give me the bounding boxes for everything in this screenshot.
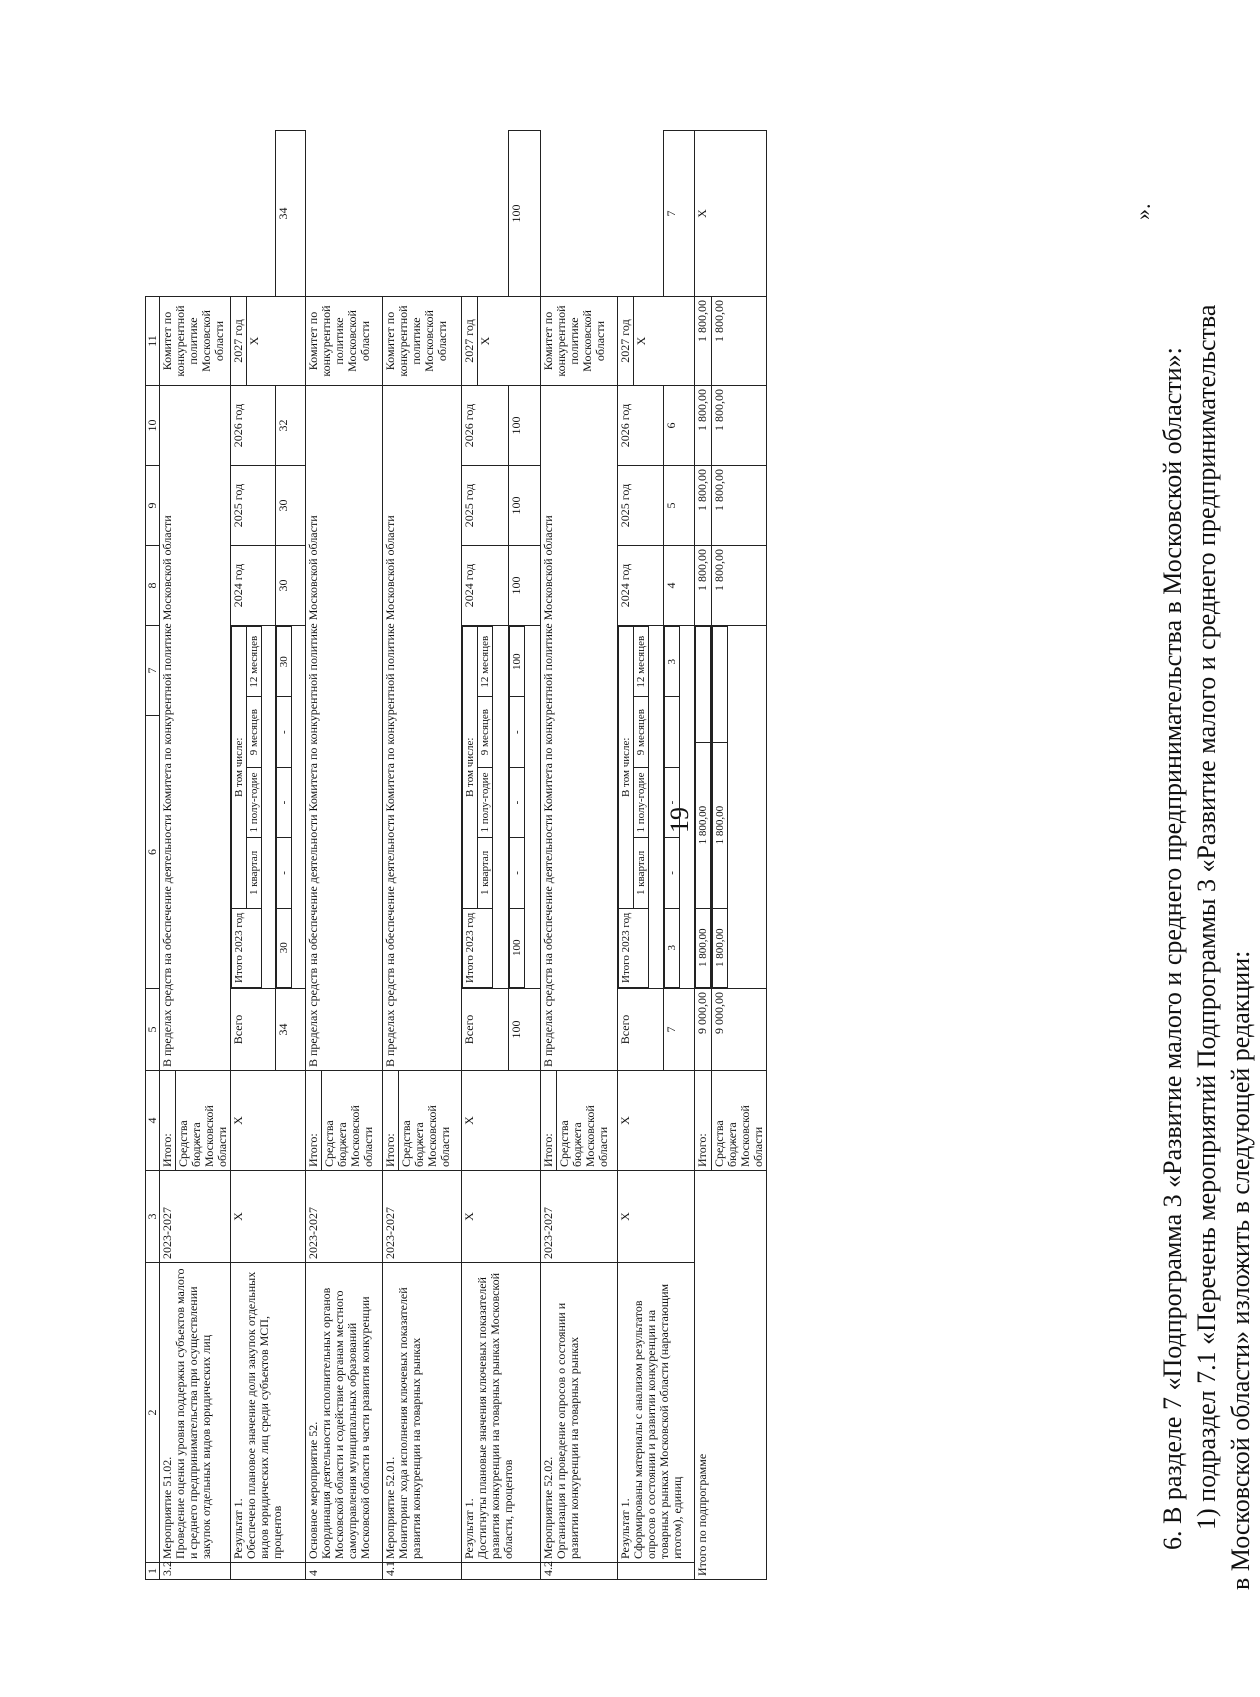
subhdr-2026: 2026 год bbox=[462, 386, 509, 466]
source-budget: Средства бюджета Московской области bbox=[557, 1071, 618, 1171]
result-text: Сформированы материалы с анализом результатов опросов о состоянии и развитии конкуренции на товарных рынках Московской области (нарастающим итогом), единиц bbox=[631, 1283, 684, 1559]
value-total: 7 bbox=[663, 989, 694, 1071]
value-2023: 3 bbox=[664, 908, 679, 987]
value-2026: 32 bbox=[275, 386, 305, 466]
value-h1: - bbox=[664, 767, 679, 837]
row-4-1-total bbox=[383, 131, 399, 1580]
col-num-7: 7 bbox=[146, 626, 160, 716]
subhdr-m9: 9 месяцев bbox=[247, 697, 262, 767]
total-h1: 1 800,00 bbox=[696, 742, 711, 908]
subhdr-itogo-2023: Итого 2023 год bbox=[619, 908, 649, 987]
measure-description bbox=[306, 1263, 383, 1563]
value-total: 100 bbox=[508, 989, 540, 1071]
total-2023-block bbox=[695, 626, 712, 989]
result-title: Результат 1. bbox=[618, 1498, 632, 1559]
source-budget: Средства бюджета Московской области bbox=[399, 1071, 462, 1171]
executor: Х bbox=[634, 297, 695, 386]
value-m12: 30 bbox=[276, 627, 291, 697]
subhdr-m9: 9 месяцев bbox=[478, 697, 493, 767]
subhdr-in-that-number: В том числе: bbox=[463, 627, 478, 909]
value-m9 bbox=[664, 697, 679, 767]
total-2024: 1 800,00 bbox=[695, 546, 712, 626]
col-num-2: 2 bbox=[146, 1263, 160, 1563]
subhdr-2023-block bbox=[231, 626, 276, 989]
subhdr-m12: 12 месяцев bbox=[634, 627, 649, 697]
executor: Х bbox=[247, 297, 306, 386]
values-2023-block bbox=[508, 626, 540, 989]
executor: Комитет по конкурентной политике Московской области bbox=[383, 297, 462, 386]
result-description bbox=[618, 1263, 695, 1563]
subhdr-q1: 1 квартал bbox=[247, 838, 262, 908]
subhdr-h1: 1 полу-годие bbox=[634, 767, 649, 837]
row-3-2-total bbox=[160, 131, 176, 1580]
result-description bbox=[231, 1263, 306, 1563]
funding-note: В пределах средств на обеспечение деятельности Комитета по конкурентной политике Московской области bbox=[160, 386, 231, 1071]
value-2025: 5 bbox=[663, 466, 694, 546]
values-2023-block bbox=[275, 626, 305, 989]
total-2027: 1 800,00 bbox=[695, 297, 712, 386]
source-total: Итого: bbox=[541, 1071, 557, 1171]
measure-text: Организация и проведение опросов о состоянии и развитии конкуренции на товарных рынках bbox=[554, 1302, 581, 1559]
col-num-3: 3 bbox=[146, 1171, 160, 1263]
subhdr-2025: 2025 год bbox=[231, 466, 276, 546]
value-2025: 100 bbox=[508, 466, 540, 546]
result-4-2-header bbox=[618, 131, 634, 1580]
subhdr-itogo-2023: Итого 2023 год bbox=[463, 908, 493, 987]
subhdr-total: Всего bbox=[618, 989, 664, 1071]
value-2024: 4 bbox=[663, 546, 694, 626]
result-title: Результат 1. bbox=[231, 1498, 245, 1559]
col-num-6: 6 bbox=[146, 716, 160, 989]
period: 2023-2027 bbox=[160, 1171, 231, 1263]
value-2027: 7 bbox=[663, 131, 694, 297]
subhdr-2026: 2026 год bbox=[618, 386, 664, 466]
rotated-page-content bbox=[145, 130, 1260, 1590]
subhdr-2027: 2027 год bbox=[618, 297, 634, 386]
measure-title: Мероприятие 52.02. bbox=[541, 1456, 555, 1559]
row-4-2-total bbox=[541, 131, 557, 1580]
source-budget: Средства бюджета Московской области bbox=[176, 1071, 231, 1171]
budget-m12 bbox=[713, 627, 728, 743]
period: 2023-2027 bbox=[541, 1171, 618, 1263]
source: Х bbox=[618, 1071, 695, 1171]
subhdr-h1: 1 полу-годие bbox=[478, 767, 493, 837]
subhdr-h1: 1 полу-годие bbox=[247, 767, 262, 837]
col-num-9: 9 bbox=[146, 466, 160, 546]
value-2024: 30 bbox=[275, 546, 305, 626]
result-4-1-header bbox=[462, 131, 478, 1580]
value-total: 34 bbox=[275, 989, 305, 1071]
subhdr-m9: 9 месяцев bbox=[634, 697, 649, 767]
measure-description bbox=[541, 1263, 618, 1563]
empty-cell bbox=[462, 1563, 541, 1580]
total-2023: 1 800,00 bbox=[696, 908, 711, 987]
value-m12: 3 bbox=[664, 627, 679, 697]
empty-cell bbox=[231, 1563, 306, 1580]
source-total: Итого: bbox=[383, 1071, 399, 1171]
budget-2025: 1 800,00 bbox=[712, 466, 767, 546]
subhdr-2027: 2027 год bbox=[462, 297, 478, 386]
value-h1: - bbox=[509, 767, 524, 837]
executor: Комитет по конкурентной политике Московской области bbox=[306, 297, 383, 386]
empty-cell bbox=[618, 1563, 695, 1580]
subprogram-total-label: Итого по подпрограмме bbox=[695, 1171, 767, 1580]
subhdr-total: Всего bbox=[231, 989, 276, 1071]
row-number: 4 bbox=[306, 1563, 383, 1580]
source-budget: Средства бюджета Московской области bbox=[322, 1071, 383, 1171]
subhdr-2025: 2025 год bbox=[462, 466, 509, 546]
measure-text: Координация деятельности исполнительных органов Московской области и содействие органам местного самоуправления муниципальных образований Московской области в части развития конкуренции bbox=[319, 1287, 372, 1559]
source-budget: Средства бюджета Московской области bbox=[712, 1071, 767, 1171]
value-m12: 100 bbox=[509, 627, 524, 697]
period: 2023-2027 bbox=[306, 1171, 383, 1263]
col-num-1: 1 bbox=[146, 1563, 160, 1580]
executor: Комитет по конкурентной политике Московской области bbox=[541, 297, 618, 386]
budget-all: 9 000,00 bbox=[712, 989, 767, 1071]
total-2026: 1 800,00 bbox=[695, 386, 712, 466]
value-2026: 6 bbox=[663, 386, 694, 466]
measure-title: Мероприятие 52.01. bbox=[383, 1456, 397, 1559]
period: 2023-2027 bbox=[383, 1171, 462, 1263]
subhdr-2024: 2024 год bbox=[618, 546, 664, 626]
source: Х bbox=[231, 1071, 306, 1171]
period: Х bbox=[462, 1171, 541, 1263]
subprogram-total-row bbox=[695, 131, 712, 1580]
paragraph-section-6: 6. В разделе 7 «Подпрограмма 3 «Развитие малого и среднего предпринимательства в Московской области»: bbox=[1158, 347, 1187, 1550]
budget-2027: 1 800,00 bbox=[712, 297, 767, 386]
subhdr-total: Всего bbox=[462, 989, 509, 1071]
executor: Х bbox=[695, 131, 767, 297]
budget-2023-block bbox=[712, 626, 767, 989]
col-num-5: 5 bbox=[146, 989, 160, 1071]
funding-note: В пределах средств на обеспечение деятельности Комитета по конкурентной политике Московской области bbox=[541, 386, 618, 1071]
result-text: Достигнуты плановые значения ключевых показателей развития конкуренции на товарных рынках Московской области, процентов bbox=[475, 1272, 515, 1559]
values-2023-block bbox=[663, 626, 694, 989]
source-total: Итого: bbox=[306, 1071, 322, 1171]
row-number: 3.2 bbox=[160, 1563, 231, 1580]
budget-2023: 1 800,00 bbox=[713, 908, 728, 987]
value-h1: - bbox=[276, 767, 291, 837]
subhdr-m12: 12 месяцев bbox=[247, 627, 262, 697]
measure-text: Проведение оценки уровня поддержки субъектов малого и среднего предпринимательства при осуществлении закупок отдельных видов юридических лиц bbox=[173, 1268, 213, 1559]
value-q1: - bbox=[664, 838, 679, 908]
total-all: 9 000,00 bbox=[695, 989, 712, 1071]
page-number: 19 bbox=[665, 807, 694, 833]
paragraph-subsection-7-1: 1) подраздел 7.1 «Перечень мероприятий Подпрограммы 3 «Развитие малого и среднего предпринимательства bbox=[1192, 304, 1221, 1530]
col-num-8: 8 bbox=[146, 546, 160, 626]
budget-2024: 1 800,00 bbox=[712, 546, 767, 626]
subhdr-2023-block bbox=[618, 626, 664, 989]
col-num-4: 4 bbox=[146, 1071, 160, 1171]
value-q1: - bbox=[509, 838, 524, 908]
value-m9: - bbox=[276, 697, 291, 767]
measure-title: Основное мероприятие 52. bbox=[306, 1421, 320, 1559]
row-4-total bbox=[306, 131, 322, 1580]
budget-2026: 1 800,00 bbox=[712, 386, 767, 466]
total-m12 bbox=[696, 627, 711, 743]
value-2025: 30 bbox=[275, 466, 305, 546]
value-2023: 100 bbox=[509, 908, 524, 987]
source-total: Итого: bbox=[695, 1071, 712, 1171]
row-number: 4.2 bbox=[541, 1563, 618, 1580]
column-number-row bbox=[146, 131, 160, 1580]
measure-description bbox=[383, 1263, 462, 1563]
subhdr-2026: 2026 год bbox=[231, 386, 276, 466]
funding-note: В пределах средств на обеспечение деятельности Комитета по конкурентной политике Московской области bbox=[383, 386, 462, 1071]
period: Х bbox=[618, 1171, 695, 1263]
value-2024: 100 bbox=[508, 546, 540, 626]
period: Х bbox=[231, 1171, 306, 1263]
subhdr-itogo-2023: Итого 2023 год bbox=[232, 908, 262, 987]
measure-description bbox=[160, 1263, 231, 1563]
result-text: Обеспечено плановое значение доли закупок отдельных видов юридических лиц среди субъектов МСП, процентов bbox=[244, 1271, 284, 1559]
subhdr-q1: 1 квартал bbox=[634, 838, 649, 908]
col-num-11: 11 bbox=[146, 297, 160, 386]
paragraph-new-edition: в Московской области» изложить в следующей редакции: bbox=[1226, 950, 1255, 1590]
result-3-2-header bbox=[231, 131, 247, 1580]
subhdr-in-that-number: В том числе: bbox=[619, 627, 634, 909]
subhdr-2025: 2025 год bbox=[618, 466, 664, 546]
subhdr-2024: 2024 год bbox=[231, 546, 276, 626]
value-2027: 100 bbox=[508, 131, 540, 297]
subhdr-m12: 12 месяцев bbox=[478, 627, 493, 697]
source-total: Итого: bbox=[160, 1071, 176, 1171]
value-q1: - bbox=[276, 838, 291, 908]
budget-h1: 1 800,00 bbox=[713, 742, 728, 908]
measure-title: Мероприятие 51.02. bbox=[160, 1456, 174, 1559]
closing-quote-mark: ». bbox=[1130, 203, 1155, 220]
value-2026: 100 bbox=[508, 386, 540, 466]
measures-table bbox=[145, 130, 767, 1580]
result-title: Результат 1. bbox=[462, 1498, 476, 1559]
source: Х bbox=[462, 1071, 541, 1171]
subhdr-2024: 2024 год bbox=[462, 546, 509, 626]
total-2025: 1 800,00 bbox=[695, 466, 712, 546]
value-2023: 30 bbox=[276, 908, 291, 987]
col-num-10: 10 bbox=[146, 386, 160, 466]
subhdr-in-that-number: В том числе: bbox=[232, 627, 247, 909]
subhdr-2023-block bbox=[462, 626, 509, 989]
value-2027: 34 bbox=[275, 131, 305, 297]
executor: Комитет по конкурентной политике Московской области bbox=[160, 297, 231, 386]
subhdr-2027: 2027 год bbox=[231, 297, 247, 386]
result-description bbox=[462, 1263, 541, 1563]
subhdr-q1: 1 квартал bbox=[478, 838, 493, 908]
measure-text: Мониторинг хода исполнения ключевых показателей развития конкуренции на товарных рынках bbox=[396, 1287, 423, 1559]
funding-note: В пределах средств на обеспечение деятельности Комитета по конкурентной политике Московской области bbox=[306, 386, 383, 1071]
value-m9: - bbox=[509, 697, 524, 767]
row-number: 4.1 bbox=[383, 1563, 462, 1580]
executor: Х bbox=[478, 297, 541, 386]
